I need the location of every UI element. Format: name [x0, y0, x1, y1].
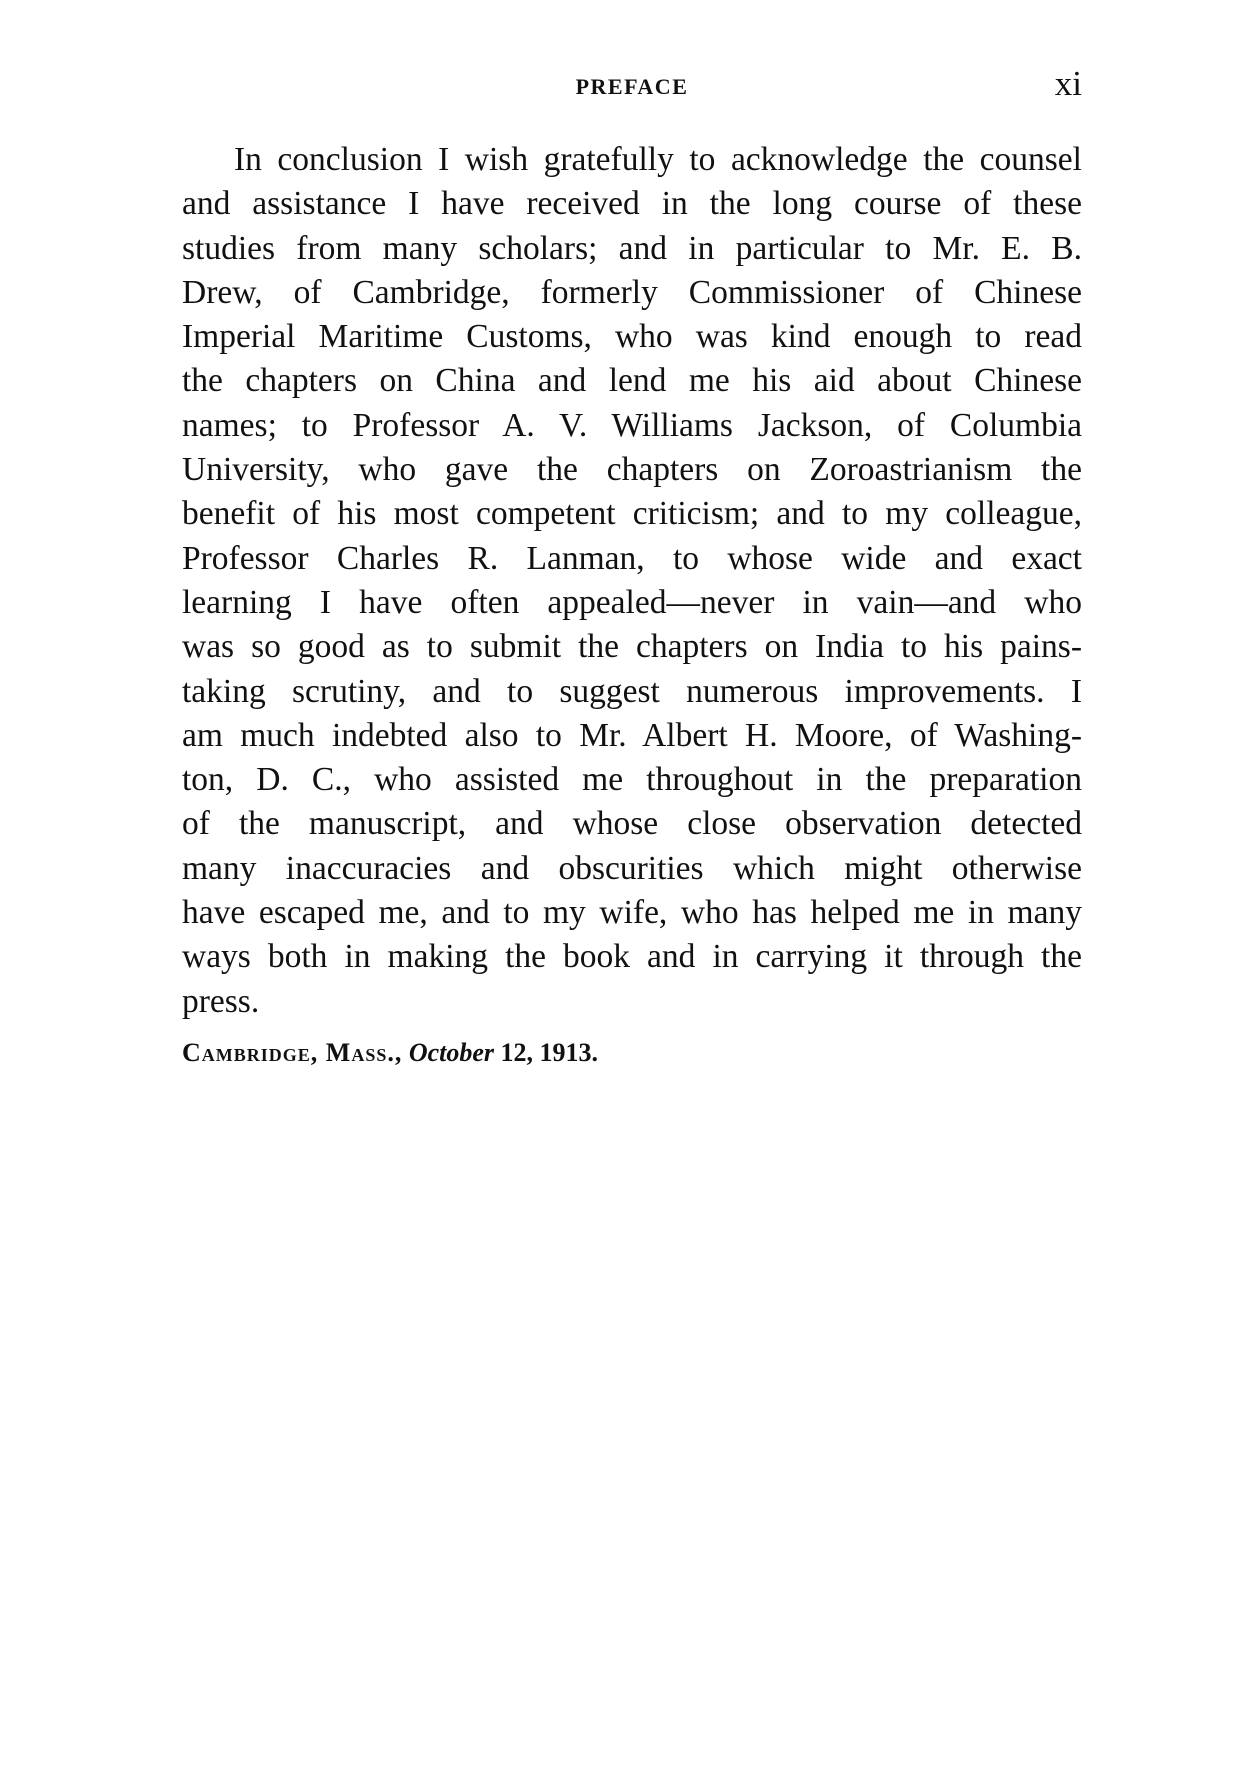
text-line: benefit of his most competent criticism; and to my colleague, — [182, 495, 1082, 533]
text-line: ton, D. C., who assisted me throughout in the preparation — [182, 761, 1082, 799]
signature-month: October — [408, 1038, 495, 1067]
text-line: and assistance I have received in the long course of these — [182, 185, 1082, 223]
text-line: University, who gave the chapters on Zoroastrianism the — [182, 451, 1082, 489]
text-line: Imperial Maritime Customs, who was kind enough to read — [182, 318, 1082, 356]
text-line: was so good as to submit the chapters on India to his pains- — [182, 628, 1082, 666]
page-number: xi — [1054, 64, 1082, 103]
text-line: names; to Professor A. V. Williams Jackson, of Columbia — [182, 406, 1082, 444]
text-line: Professor Charles R. Lanman, to whose wide and exact — [182, 539, 1082, 577]
text-line: of the manuscript, and whose close observation detected — [182, 805, 1082, 843]
text-line: the chapters on China and lend me his aid about Chinese — [182, 362, 1082, 400]
text-line: In conclusion I wish gratefully to acknowledge the counsel — [234, 141, 1082, 178]
running-title: PREFACE — [575, 74, 689, 99]
signature-place: Cambridge, Mass., — [182, 1038, 403, 1067]
text-line: press. — [182, 982, 260, 1020]
text-line: ways both in making the book and in carrying it through the — [182, 938, 1082, 976]
text-line: taking scrutiny, and to suggest numerous improvements. I — [182, 672, 1082, 710]
text-line: Drew, of Cambridge, formerly Commissioner of Chinese — [182, 273, 1082, 311]
dateline-signature — [182, 1038, 598, 1068]
preface-paragraph — [182, 138, 1082, 1024]
text-line: learning I have often appealed—never in vain—and who — [182, 583, 1082, 621]
text-line: have escaped me, and to my wife, who has helped me in many — [182, 894, 1082, 932]
text-line: am much indebted also to Mr. Albert H. Moore, of Washing- — [182, 716, 1082, 754]
text-line: studies from many scholars; and in particular to Mr. E. B. — [182, 229, 1082, 267]
running-head — [182, 62, 1082, 112]
text-line: many inaccuracies and obscurities which might otherwise — [182, 849, 1082, 887]
signature-day-year: 12, 1913. — [500, 1038, 599, 1067]
